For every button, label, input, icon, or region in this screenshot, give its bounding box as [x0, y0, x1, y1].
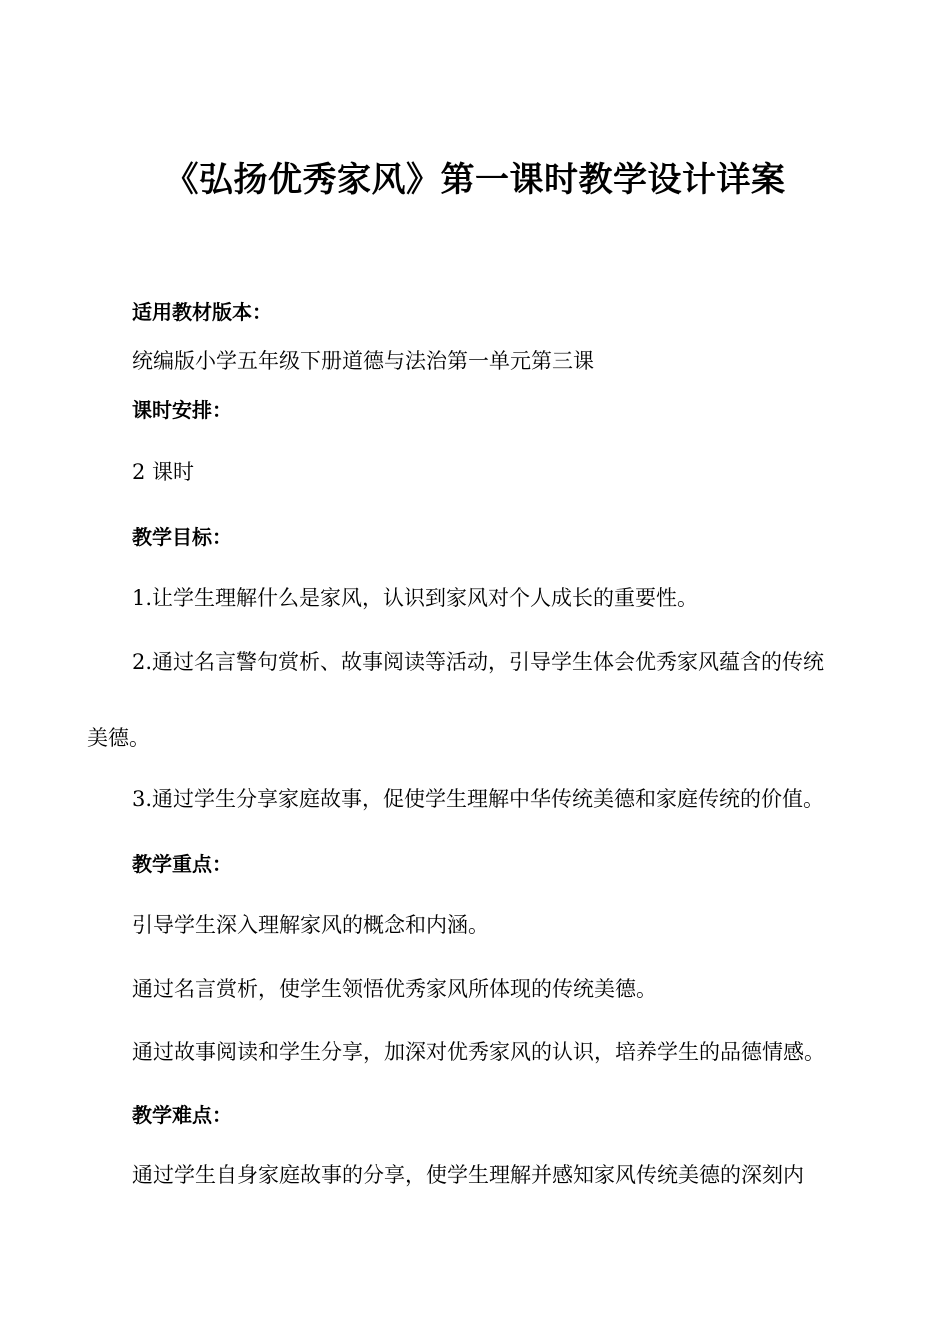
document-title: 《弘扬优秀家风》第一课时教学设计详案 — [164, 160, 786, 200]
objective-item-3: 3.通过学生分享家庭故事，促使学生理解中华传统美德和家庭传统的价值。 — [132, 787, 825, 811]
schedule-content: 2 课时 — [132, 460, 195, 484]
textbook-content: 统编版小学五年级下册道德与法治第一单元第三课 — [132, 349, 594, 373]
difficulties-heading: 教学难点： — [132, 1103, 232, 1127]
key-point-item-3: 通过故事阅读和学生分享，加深对优秀家风的认识，培养学生的品德情感。 — [132, 1040, 825, 1064]
objective-item-2-line-1: 2.通过名言警句赏析、故事阅读等活动，引导学生体会优秀家风蕴含的传统 — [132, 650, 825, 674]
objective-item-2-line-2: 美德。 — [87, 726, 150, 750]
objective-item-1: 1.让学生理解什么是家风，认识到家风对个人成长的重要性。 — [132, 586, 699, 610]
objectives-heading: 教学目标： — [132, 525, 232, 549]
key-point-item-1: 引导学生深入理解家风的概念和内涵。 — [132, 913, 489, 937]
schedule-heading: 课时安排： — [132, 398, 232, 422]
difficulty-item-1-line-1: 通过学生自身家庭故事的分享，使学生理解并感知家风传统美德的深刻内 — [132, 1163, 804, 1187]
textbook-heading: 适用教材版本： — [132, 300, 272, 324]
key-points-heading: 教学重点： — [132, 852, 232, 876]
key-point-item-2: 通过名言赏析，使学生领悟优秀家风所体现的传统美德。 — [132, 977, 657, 1001]
